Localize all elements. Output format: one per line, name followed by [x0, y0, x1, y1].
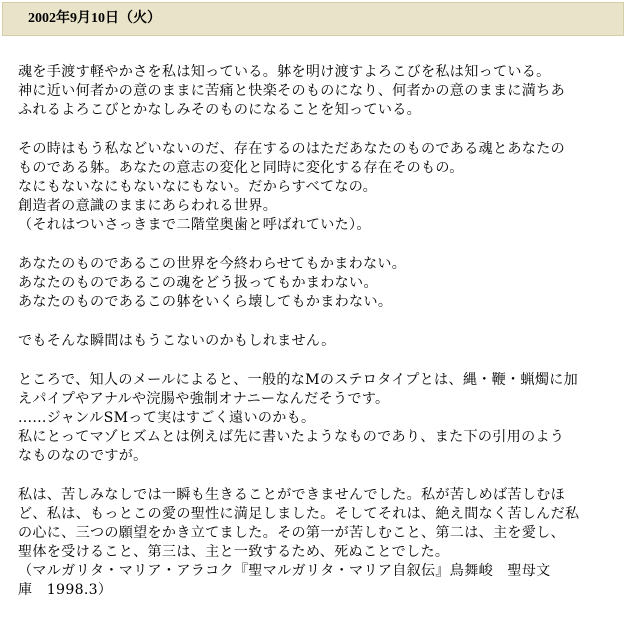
text-line: 神に近い何者かの意のままに苦痛と快楽そのものになり、何者かの意のままに満ちあ: [18, 83, 565, 99]
text-line: ふれるよろこびとかなしみそのものになることを知っている。: [18, 102, 422, 118]
date-header: [2, 2, 624, 36]
text-line: でもそんな瞬間はもうこないのかもしれません。: [18, 333, 336, 349]
paragraph-4: [18, 332, 618, 351]
paragraph-2: [18, 140, 618, 235]
text-line: その時はもう私などいないのだ、存在するのはただあなたのものである魂とあなたの: [18, 141, 565, 157]
text-line: えパイプやアナルや浣腸や強制オナニーなんだそうです。: [18, 391, 390, 407]
paragraph-3: [18, 255, 618, 312]
text-line: 魂を手渡す軽やかさを私は知っている。躰を明け渡すよろこびを私は知っている。: [18, 64, 551, 80]
paragraph-1: [18, 63, 618, 120]
text-line: ど、私は、もっとこの愛の聖性に満足しました。そしてそれは、絶え間なく苦しんだ私: [18, 506, 580, 522]
text-line: あなたのものであるこの躰をいくら壊してもかまわない。: [18, 294, 393, 310]
text-line: なものなのですが。: [18, 448, 148, 464]
quotation-paragraph: [18, 486, 618, 600]
entry-date: 2002年9月10日（火）: [28, 11, 161, 26]
paragraph-5: [18, 371, 618, 466]
text-line: あなたのものであるこの魂をどう扱ってもかまわない。: [18, 275, 378, 291]
text-line: （それはついさっきまで二階堂奥歯と呼ばれていた）。: [18, 217, 371, 233]
text-line: ものである躰。あなたの意志の変化と同時に変化する存在そのもの。: [18, 160, 464, 176]
diary-entry-body: [18, 63, 618, 620]
text-line: 創造者の意識のままにあらわれる世界。: [18, 198, 278, 214]
text-line: の心に、三つの願望をかき立てました。その第一が苦しむこと、第二は、主を愛し、: [18, 525, 565, 541]
citation-line: （マルガリタ・マリア・アラコク『聖マルガリタ・マリア自叙伝』鳥舞峻 聖母文: [18, 563, 551, 579]
text-line: なにもないなにもないなにもない。だからすべてなの。: [18, 179, 377, 195]
citation-line: 庫 1998.3）: [18, 582, 113, 598]
text-line: 私は、苦しみなしでは一瞬も生きることができませんでした。私が苦しめば苦しむほ: [18, 487, 565, 503]
text-line: 聖体を受けること、第三は、主と一致するため、死ぬことでした。: [18, 544, 450, 560]
text-line: ところで、知人のメールによると、一般的なMのステロタイプとは、縄・鞭・蝋燭に加: [18, 372, 578, 388]
text-line: 私にとってマゾヒズムとは例えば先に書いたようなものであり、また下の引用のよう: [18, 429, 565, 445]
text-line: あなたのものであるこの世界を今終わらせてもかまわない。: [18, 256, 407, 272]
text-line: ......ジャンルSMって実はすごく遠いのかも。: [18, 410, 316, 426]
